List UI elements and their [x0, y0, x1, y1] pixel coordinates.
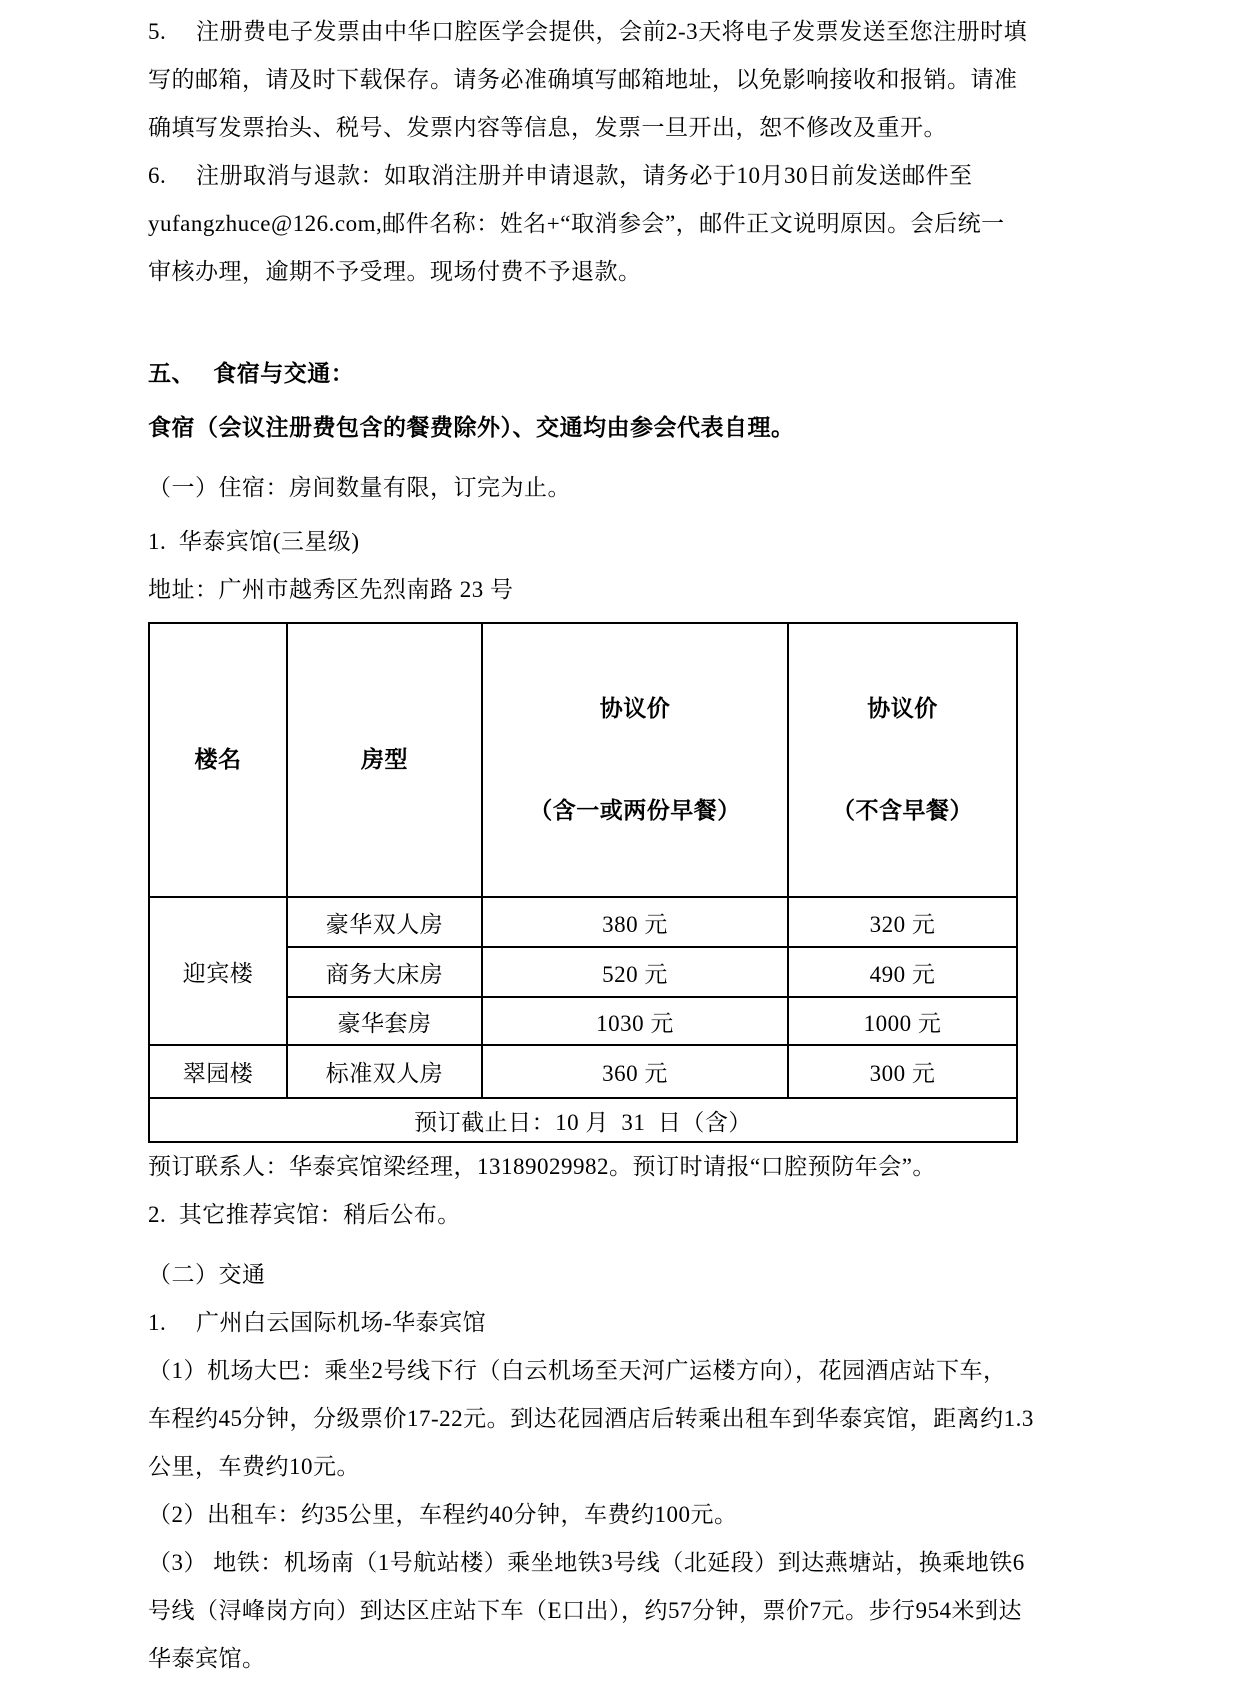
paragraph-item5-line3: 确填写发票抬头、税号、发票内容等信息，发票一旦开出，恕不修改及重开。	[148, 115, 947, 140]
header-price-with-breakfast-line1: 协议价	[599, 696, 671, 721]
table-cell-room-type: 豪华套房	[287, 997, 482, 1045]
table-footer-deadline: 预订截止日：10 月 31 日（含）	[149, 1098, 1017, 1142]
table-footer-row	[149, 1098, 1017, 1142]
table-row	[149, 897, 1017, 947]
route1-bus-line3: 公里，车费约10元。	[148, 1454, 360, 1479]
document-content	[148, 8, 1113, 1683]
table-header-building: 楼名	[149, 623, 287, 897]
table-cell-price-no-breakfast: 1000 元	[788, 997, 1017, 1045]
table-cell-building-yingbin: 迎宾楼	[149, 897, 287, 1045]
table-header-price-with-breakfast	[482, 623, 788, 897]
table-cell-price-with-breakfast: 380 元	[482, 897, 788, 947]
transport-heading: （二）交通	[148, 1262, 266, 1287]
route1-metro-line3: 华泰宾馆。	[148, 1646, 266, 1671]
table-cell-price-with-breakfast: 1030 元	[482, 997, 788, 1045]
table-header-room-type: 房型	[287, 623, 482, 897]
section5-heading: 五、 食宿与交通：	[148, 361, 355, 386]
hotel1-title: 1. 华泰宾馆(三星级)	[148, 529, 360, 554]
route1-metro-line2: 号线（浔峰岗方向）到达区庄站下车（E口出），约57分钟，票价7元。步行954米到达	[148, 1598, 1023, 1623]
hotel1-address: 地址：广州市越秀区先烈南路 23 号	[148, 577, 514, 602]
table-cell-room-type: 商务大床房	[287, 947, 482, 997]
header-price-no-breakfast-line2: （不含早餐）	[832, 798, 973, 823]
section5-note: 食宿（会议注册费包含的餐费除外）、交通均由参会代表自理。	[148, 415, 795, 440]
header-price-no-breakfast-line1: 协议价	[867, 696, 938, 721]
table-cell-room-type: 标准双人房	[287, 1045, 482, 1098]
paragraph-item6-line3: 审核办理，逾期不予受理。现场付费不予退款。	[148, 259, 642, 284]
booking-contact: 预订联系人：华泰宾馆梁经理，13189029982。预订时请报“口腔预防年会”。	[148, 1154, 936, 1179]
hotel2-title: 2. 其它推荐宾馆：稍后公布。	[148, 1202, 461, 1227]
paragraph-item5-line2: 写的邮箱，请及时下载保存。请务必准确填写邮箱地址，以免影响接收和报销。请准	[148, 67, 1018, 92]
hotel-price-table	[148, 622, 1018, 1143]
table-cell-price-no-breakfast: 490 元	[788, 947, 1017, 997]
lodging-heading: （一）住宿：房间数量有限，订完为止。	[148, 475, 571, 500]
table-header-row	[149, 623, 1017, 897]
table-cell-price-no-breakfast: 320 元	[788, 897, 1017, 947]
table-header-price-no-breakfast	[788, 623, 1017, 897]
table-cell-price-no-breakfast: 300 元	[788, 1045, 1017, 1098]
table-cell-building-cuiyuan: 翠园楼	[149, 1045, 287, 1098]
route1-bus-line2: 车程约45分钟，分级票价17-22元。到达花园酒店后转乘出租车到华泰宾馆，距离约1.3	[148, 1406, 1034, 1431]
route1-taxi: （2）出租车：约35公里，车程约40分钟，车费约100元。	[148, 1502, 738, 1527]
paragraph-item6-line2: yufangzhuce@126.com,邮件名称：姓名+“取消参会”，邮件正文说明原因。会后统一	[148, 211, 1005, 236]
route1-metro-line1: （3） 地铁：机场南（1号航站楼）乘坐地铁3号线（北延段）到达燕塘站，换乘地铁6	[148, 1550, 1025, 1575]
paragraph-item5-line1: 5. 注册费电子发票由中华口腔医学会提供，会前2-3天将电子发票发送至您注册时填	[148, 19, 1028, 44]
table-cell-price-with-breakfast: 520 元	[482, 947, 788, 997]
header-price-with-breakfast-line2: （含一或两份早餐）	[529, 798, 741, 823]
route1-title: 1. 广州白云国际机场-华泰宾馆	[148, 1310, 487, 1335]
table-row	[149, 1045, 1017, 1098]
route1-bus-line1: （1）机场大巴：乘坐2号线下行（白云机场至天河广运楼方向），花园酒店站下车，	[148, 1358, 1007, 1383]
table-cell-room-type: 豪华双人房	[287, 897, 482, 947]
table-cell-price-with-breakfast: 360 元	[482, 1045, 788, 1098]
paragraph-item6-line1: 6. 注册取消与退款：如取消注册并申请退款，请务必于10月30日前发送邮件至	[148, 163, 973, 188]
